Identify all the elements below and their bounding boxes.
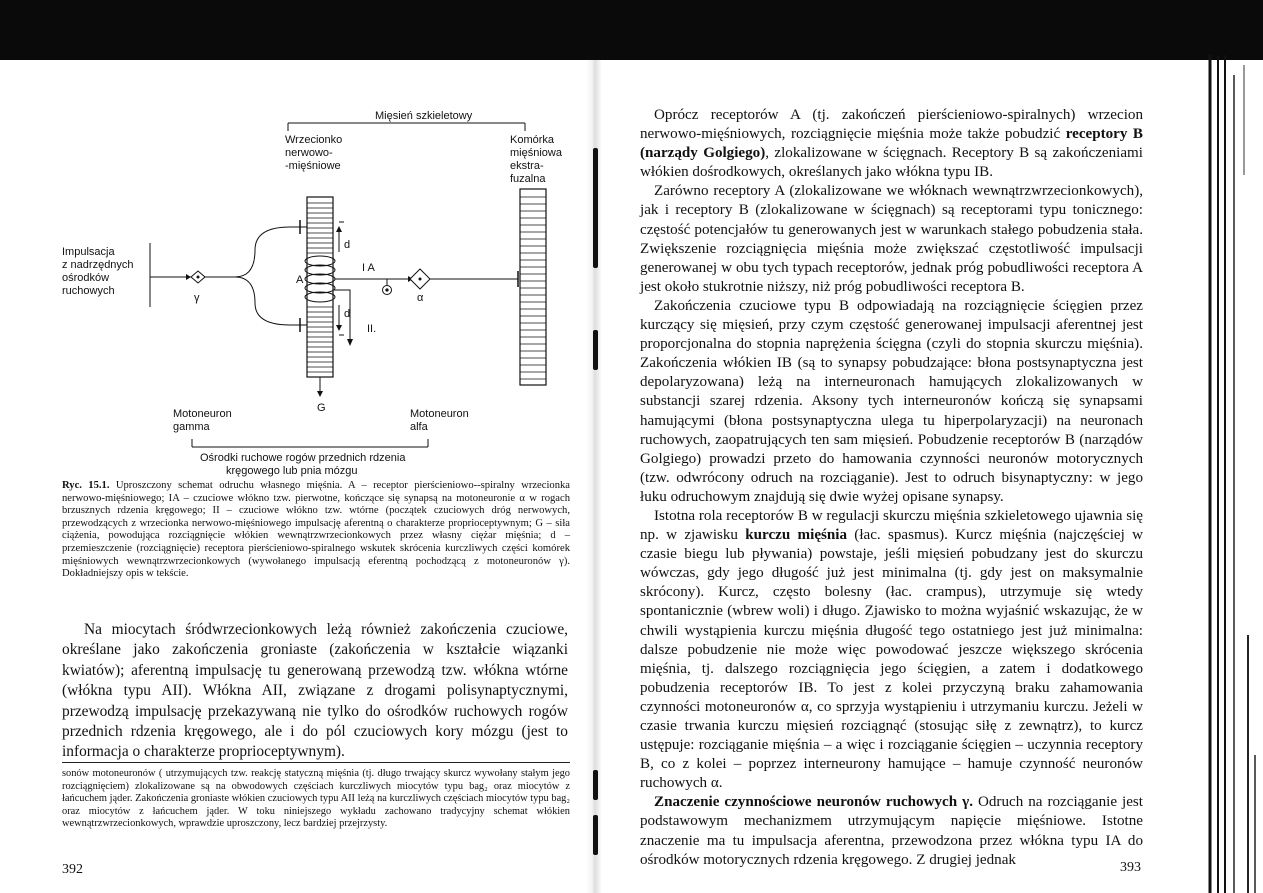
label-spindle-1: Wrzecionko [285, 134, 343, 146]
label-moto-alfa-1: Motoneuron [410, 408, 469, 420]
label-II: II. [367, 323, 377, 335]
label-centers-2: kręgowego lub pnia mózgu [226, 465, 358, 477]
label-extrafusal-1: Komórka [510, 134, 555, 146]
caption-label: Ryc. 15.1. [62, 480, 110, 491]
label-d-bottom: d [344, 308, 351, 320]
label-moto-gamma-1: Motoneuron [173, 408, 232, 420]
label-extrafusal-4: fuzalna [510, 173, 546, 185]
label-impulse-2: z nadrzędnych [62, 259, 134, 271]
label-impulse-4: ruchowych [62, 285, 115, 297]
label-moto-gamma-2: gamma [173, 421, 210, 433]
footnote-rule [62, 762, 570, 763]
label-muscle: Mięsień szkieletowy [375, 110, 473, 122]
label-impulse-1: Impulsacja [62, 246, 115, 258]
left-body-paragraph: Na miocytach śródwrzecionkowych leżą również zakończenia czuciowe, określane jako zakończenia groniaste (zakończenia w kształcie wiązanki kwiatów); aferentną impulsację tu generowaną przewodzą tzw. włókna wtórne (włókna typu AII). Włókna AII, związane z drogami polisynaptycznymi, przewodzą impulsację przekazywaną nie tylko do ośrodków ruchowych rogów przednich rdzenia kręgowego, ale i do pól czuciowych kory mózgu (jest to informacja o charakterze proprioceptywnym). [62, 621, 568, 761]
footnote: sonów motoneuronów ( utrzymujących tzw. reakcję statyczną mięśnia (tj. długo trwający skurcz wywołany stałym jego rozciągnięciem) zlokalizowane są na obwodowych częściach kurczliwych miocytów typu bag₂ oraz miocytów z łańcuchem jąder. Zakończenia groniaste włókien czuciowych typu AII leżą na kurczliwych częściach miocytów typu bag₂ oraz miocytów z łańcuchem jąder. W toku niniejszego wykładu zachowano tradycyjny schemat włókien wewnątrzwrzecionkowych, wprawdzie uproszczony, lecz bardziej przejrzysty. [62, 768, 570, 829]
label-G: G [317, 402, 326, 414]
spine-mark [593, 148, 598, 268]
label-gamma: γ [194, 292, 200, 304]
label-moto-alfa-2: alfa [410, 421, 428, 433]
label-impulse-3: ośrodków [62, 272, 110, 284]
right-page-text [640, 106, 1143, 870]
spine-mark [593, 815, 598, 855]
label-centers-1: Ośrodki ruchowe rogów przednich rdzenia [200, 452, 406, 464]
caption-text: Uproszczony schemat odruchu własnego mięśnia. A – receptor pierścieniowo--spiralny wrzecionka nerwowo-mięśniowego; IA – czuciowe włókno tzw. pierwotne, kończące się synapsą na motoneuronie α w rogach brzusznych rdzenia kręgowego; II – czuciowe włókno tzw. wtórne (początek czuciowych dróg nerwowych, przewodzących z wrzecionka nerwowo-mięśniowego impulsację aferentną o charakterze proprioceptywnym; G – siła ciążenia, powodująca rozciągnięcie włókien wewnątrzwrzecionkowych przez własny ciężar mięśnia; d – przemieszczenie (rozciągnięcie) receptora pierścieniowo-spiralnego wskutek skrócenia kurczliwych części komórek mięśniowych wewnątrzwrzecionkowych (wywołanego impulsacją eferentną pochodzącą z motoneuronów γ). Dokładniejszy opis w tekście. [62, 480, 570, 580]
label-spindle-2: nerwowo- [285, 147, 333, 159]
label-alpha: α [417, 292, 424, 304]
figure-caption [62, 480, 570, 581]
right-paragraph-3: Zakończenia czuciowe typu B odpowiadają na rozciągnięcie ścięgien przez kurczący się mięsień, przy czym częstość generowanej impulsacji aferentnej jest proporcjonalna do stopnia naprężenia ścięgna (czyli do stopnia skurczu mięśnia). Zakończenia włókien IB (są to synapsy pobudzające: błona postsynaptyczna jest depolaryzowana) leżą na interneuronach hamujących zlokalizowanych w substancji szarej rdzenia. Aksony tych interneuronów kończą się synapsami hamującymi (błona postsynaptyczna ulega tu hiperpolaryzacji) na neuronach ruchowych, zaopatrujących ten sam mięsień. Pobudzenie receptorów B (narządów Golgiego) prowadzi przeto do hamowania czynności neuronów motorycznych (tzw. odwrócony odruch na rozciąganie). Jest to odruch bisynaptyczny: w jego łuku odruchowym znajdują się dwie wyżej opisane synapsy. [640, 297, 1143, 505]
right-paragraph-1: Oprócz receptorów A (tj. zakończeń pierścieniowo-spiralnych) wrzecion nerwowo-mięśniowych, rozciągnięcie mięśnia może także pobudzić receptory B (narządy Golgiego), zlokalizowane w ścięgnach. Receptory B są zakończeniami włókien dośrodkowych, określanych jako włókna typu IB. [640, 107, 1143, 181]
right-paragraph-5: Znaczenie czynnościowe neuronów ruchowych γ. Odruch na rozciąganie jest podstawowym mechanizmem utrzymującym napięcie mięśniowe. Istotne znaczenie ma tu impulsacja aferentna, przewodzona przez włókna typu IA do ośrodków motorycznych rdzenia kręgowego. Z drugiej jednak [640, 794, 1143, 868]
spindle-fiber [307, 197, 333, 377]
label-d-top: d [344, 239, 351, 251]
reflex-diagram-svg [30, 105, 575, 485]
page-number-left: 392 [62, 862, 83, 877]
label-spindle-3: -mięśniowe [285, 160, 341, 172]
label-extrafusal-2: mięśniowa [510, 147, 562, 159]
gamma-efferent-upper [202, 227, 307, 277]
right-paragraph-4: Istotna rola receptorów B w regulacji skurczu mięśnia szkieletowego ujawnia się np. w zjawisku kurczu mięśnia (łac. spasmus). Kurcz mięśnia (najczęściej w czasie biegu lub pływania) powstaje, jeśli mięsień pobudzany jest do skurczu wówczas, gdy jego długość już jest minimalna (tj. gdy jest on maksymalnie skrócony). Kurcz, często bolesny (łac. crampus), utrzymuje się wtedy spontanicznie (wbrew woli) i długo. Zjawisko to można wyjaśnić wskazując, że w chwili wystąpienia kurczu mięśnia długość tego ostatniego jest już minimalna: dalsze pobudzenie nie może więc powodować jeszcze większego skrócenia mięśnia, tj. dalszego rozciągnięcia jego ścięgien, a zatem i dodatkowego pobudzenia receptorów IB. To jest z kolei przyczyną braku zahamowania czynności motoneuronów α, co sprzyja wystąpieniu i utrzymaniu kurczu. Jeżeli w czasie trwania kurczu mięsień rozciągnąć (stosując siłę z zewnątrz), to kurcz ustępuje: rozciąganie mięśnia – a więc i rozciąganie ścięgien – uczynnia receptory B, co z kolei – poprzez interneurony hamujące – hamuje czynność neuronów ruchowych α. [640, 507, 1143, 792]
spine-mark [593, 330, 598, 370]
right-paragraph-2: Zarówno receptory A (zlokalizowane we włóknach wewnątrzwrzecionkowych), jak i receptory B (zlokalizowane w ścięgnach) są receptorami typu tonicznego: częstość potencjałów tu generowanych jest w warunkach stałego pobudzenia stała. Zwiększenie rozciągnięcia mięśnia może zwiększać częstotliwość impulsacji generowanej w obu tych typach receptorów, jednak próg pobudliwości receptora A jest około stukrotnie niższy, niż próg pobudliwości receptora B. [640, 183, 1143, 295]
page-number-right: 393 [1120, 860, 1141, 875]
reflex-diagram [30, 105, 575, 485]
label-A: A [296, 274, 304, 286]
label-extrafusal-3: ekstra- [510, 160, 544, 172]
spine-mark [593, 770, 598, 800]
scan-top-shadow [0, 0, 1263, 60]
page-edge-lines [1198, 55, 1263, 893]
label-IA: I A [362, 262, 375, 274]
